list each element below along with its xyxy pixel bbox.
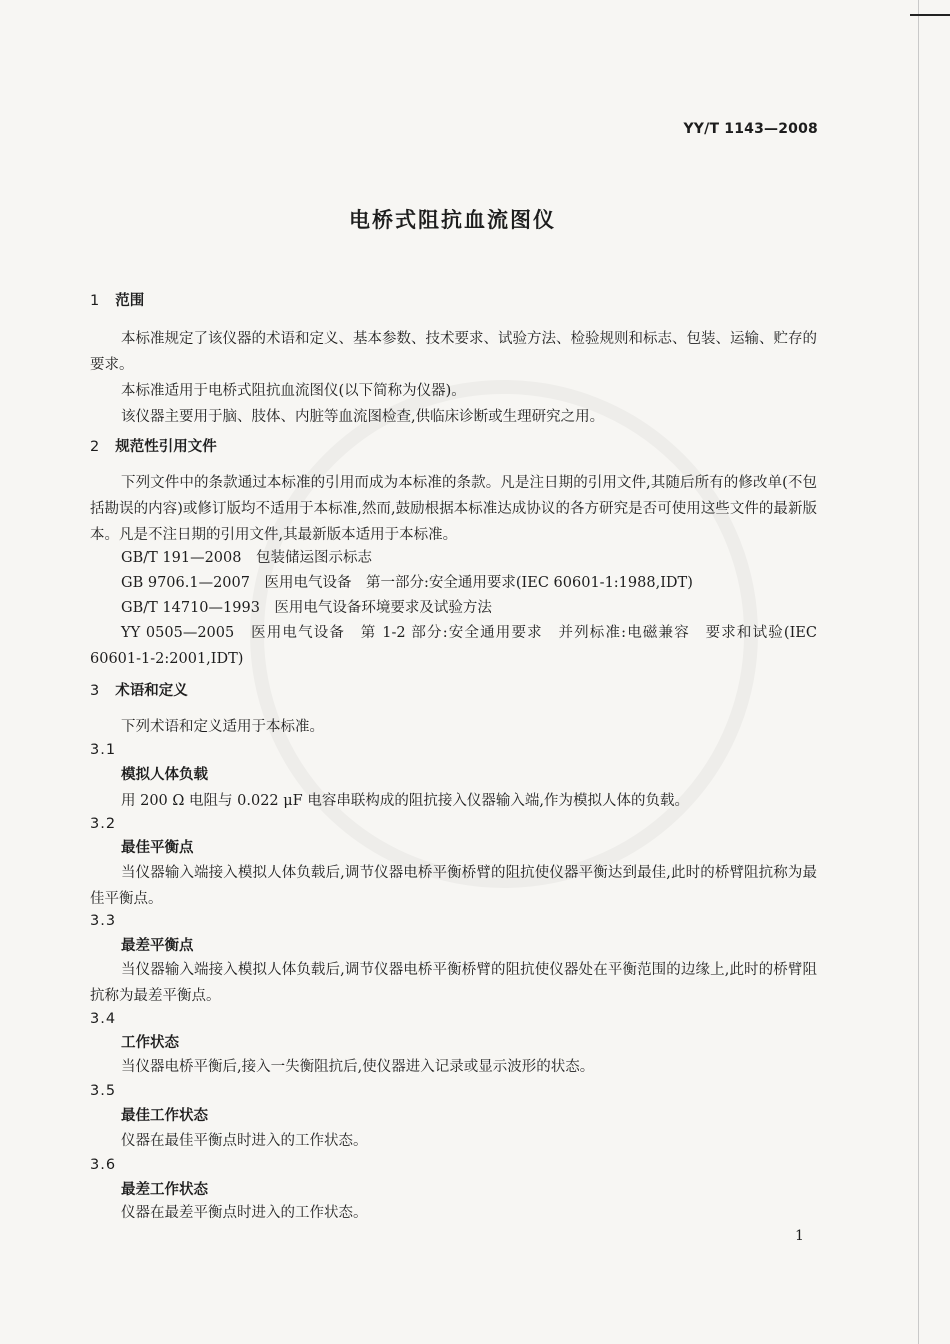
reference-item: YY 0505—2005 医用电气设备 第 1-2 部分:安全通用要求 并列标准:电磁兼容 要求和试验(IEC 60601-1-2:2001,IDT) [90, 625, 817, 667]
reference-item: GB 9706.1—2007 医用电气设备 第一部分:安全通用要求(IEC 60601-1:1988,IDT) [121, 575, 693, 591]
term-definition: 当仪器输入端接入模拟人体负载后,调节仪器电桥平衡桥臂的阻抗使仪器处在平衡范围的边缘上,此时的桥臂阻抗称为最差平衡点。 [90, 962, 817, 1004]
term-definition: 当仪器输入端接入模拟人体负载后,调节仪器电桥平衡桥臂的阻抗使仪器平衡达到最佳,此时的桥臂阻抗称为最佳平衡点。 [90, 865, 817, 907]
paragraph: 该仪器主要用于脑、肢体、内脏等血流图检查,供临床诊断或生理研究之用。 [121, 409, 605, 425]
section-heading-2: 2 规范性引用文件 [90, 439, 217, 455]
term-name: 最差工作状态 [121, 1182, 208, 1198]
term-number: 3.3 [90, 913, 117, 929]
term-number: 3.5 [90, 1083, 117, 1099]
paragraph: 下列术语和定义适用于本标准。 [121, 719, 324, 735]
document-code: YY/T 1143—2008 [683, 121, 818, 137]
term-name: 模拟人体负载 [121, 767, 208, 783]
term-name: 最佳工作状态 [121, 1108, 208, 1124]
corner-mark [910, 14, 950, 16]
page-title: 电桥式阻抗血流图仪 [349, 208, 556, 232]
term-number: 3.4 [90, 1011, 117, 1027]
term-name: 工作状态 [121, 1035, 179, 1051]
page-number: 1 [795, 1228, 804, 1244]
paragraph: 下列文件中的条款通过本标准的引用而成为本标准的条款。凡是注日期的引用文件,其随后所有的修改单(不包括勘误的内容)或修订版均不适用于本标准,然而,鼓励根据本标准达成协议的各方研究是否可使用这些文件的最新版本。凡是不注日期的引用文件,其最新版本适用于本标准。 [90, 475, 817, 543]
term-name: 最佳平衡点 [121, 840, 194, 856]
term-definition: 仪器在最差平衡点时进入的工作状态。 [121, 1205, 368, 1221]
term-name: 最差平衡点 [121, 938, 194, 954]
term-definition: 用 200 Ω 电阻与 0.022 μF 电容串联构成的阻抗接入仪器输入端,作为模拟人体的负载。 [121, 793, 689, 809]
term-definition: 当仪器电桥平衡后,接入一失衡阻抗后,使仪器进入记录或显示波形的状态。 [121, 1059, 595, 1075]
term-number: 3.1 [90, 742, 117, 758]
section-heading-1: 1 范围 [90, 293, 145, 309]
reference-item: GB/T 191—2008 包装储运图示标志 [121, 550, 372, 566]
section-heading-3: 3 术语和定义 [90, 683, 188, 699]
paragraph: 本标准规定了该仪器的术语和定义、基本参数、技术要求、试验方法、检验规则和标志、包装、运输、贮存的要求。 [90, 331, 817, 373]
term-number: 3.6 [90, 1157, 117, 1173]
reference-item: GB/T 14710—1993 医用电气设备环境要求及试验方法 [121, 600, 492, 616]
scan-edge-line [918, 0, 919, 1344]
paragraph: 本标准适用于电桥式阻抗血流图仪(以下简称为仪器)。 [121, 383, 466, 399]
term-definition: 仪器在最佳平衡点时进入的工作状态。 [121, 1133, 368, 1149]
term-number: 3.2 [90, 816, 117, 832]
